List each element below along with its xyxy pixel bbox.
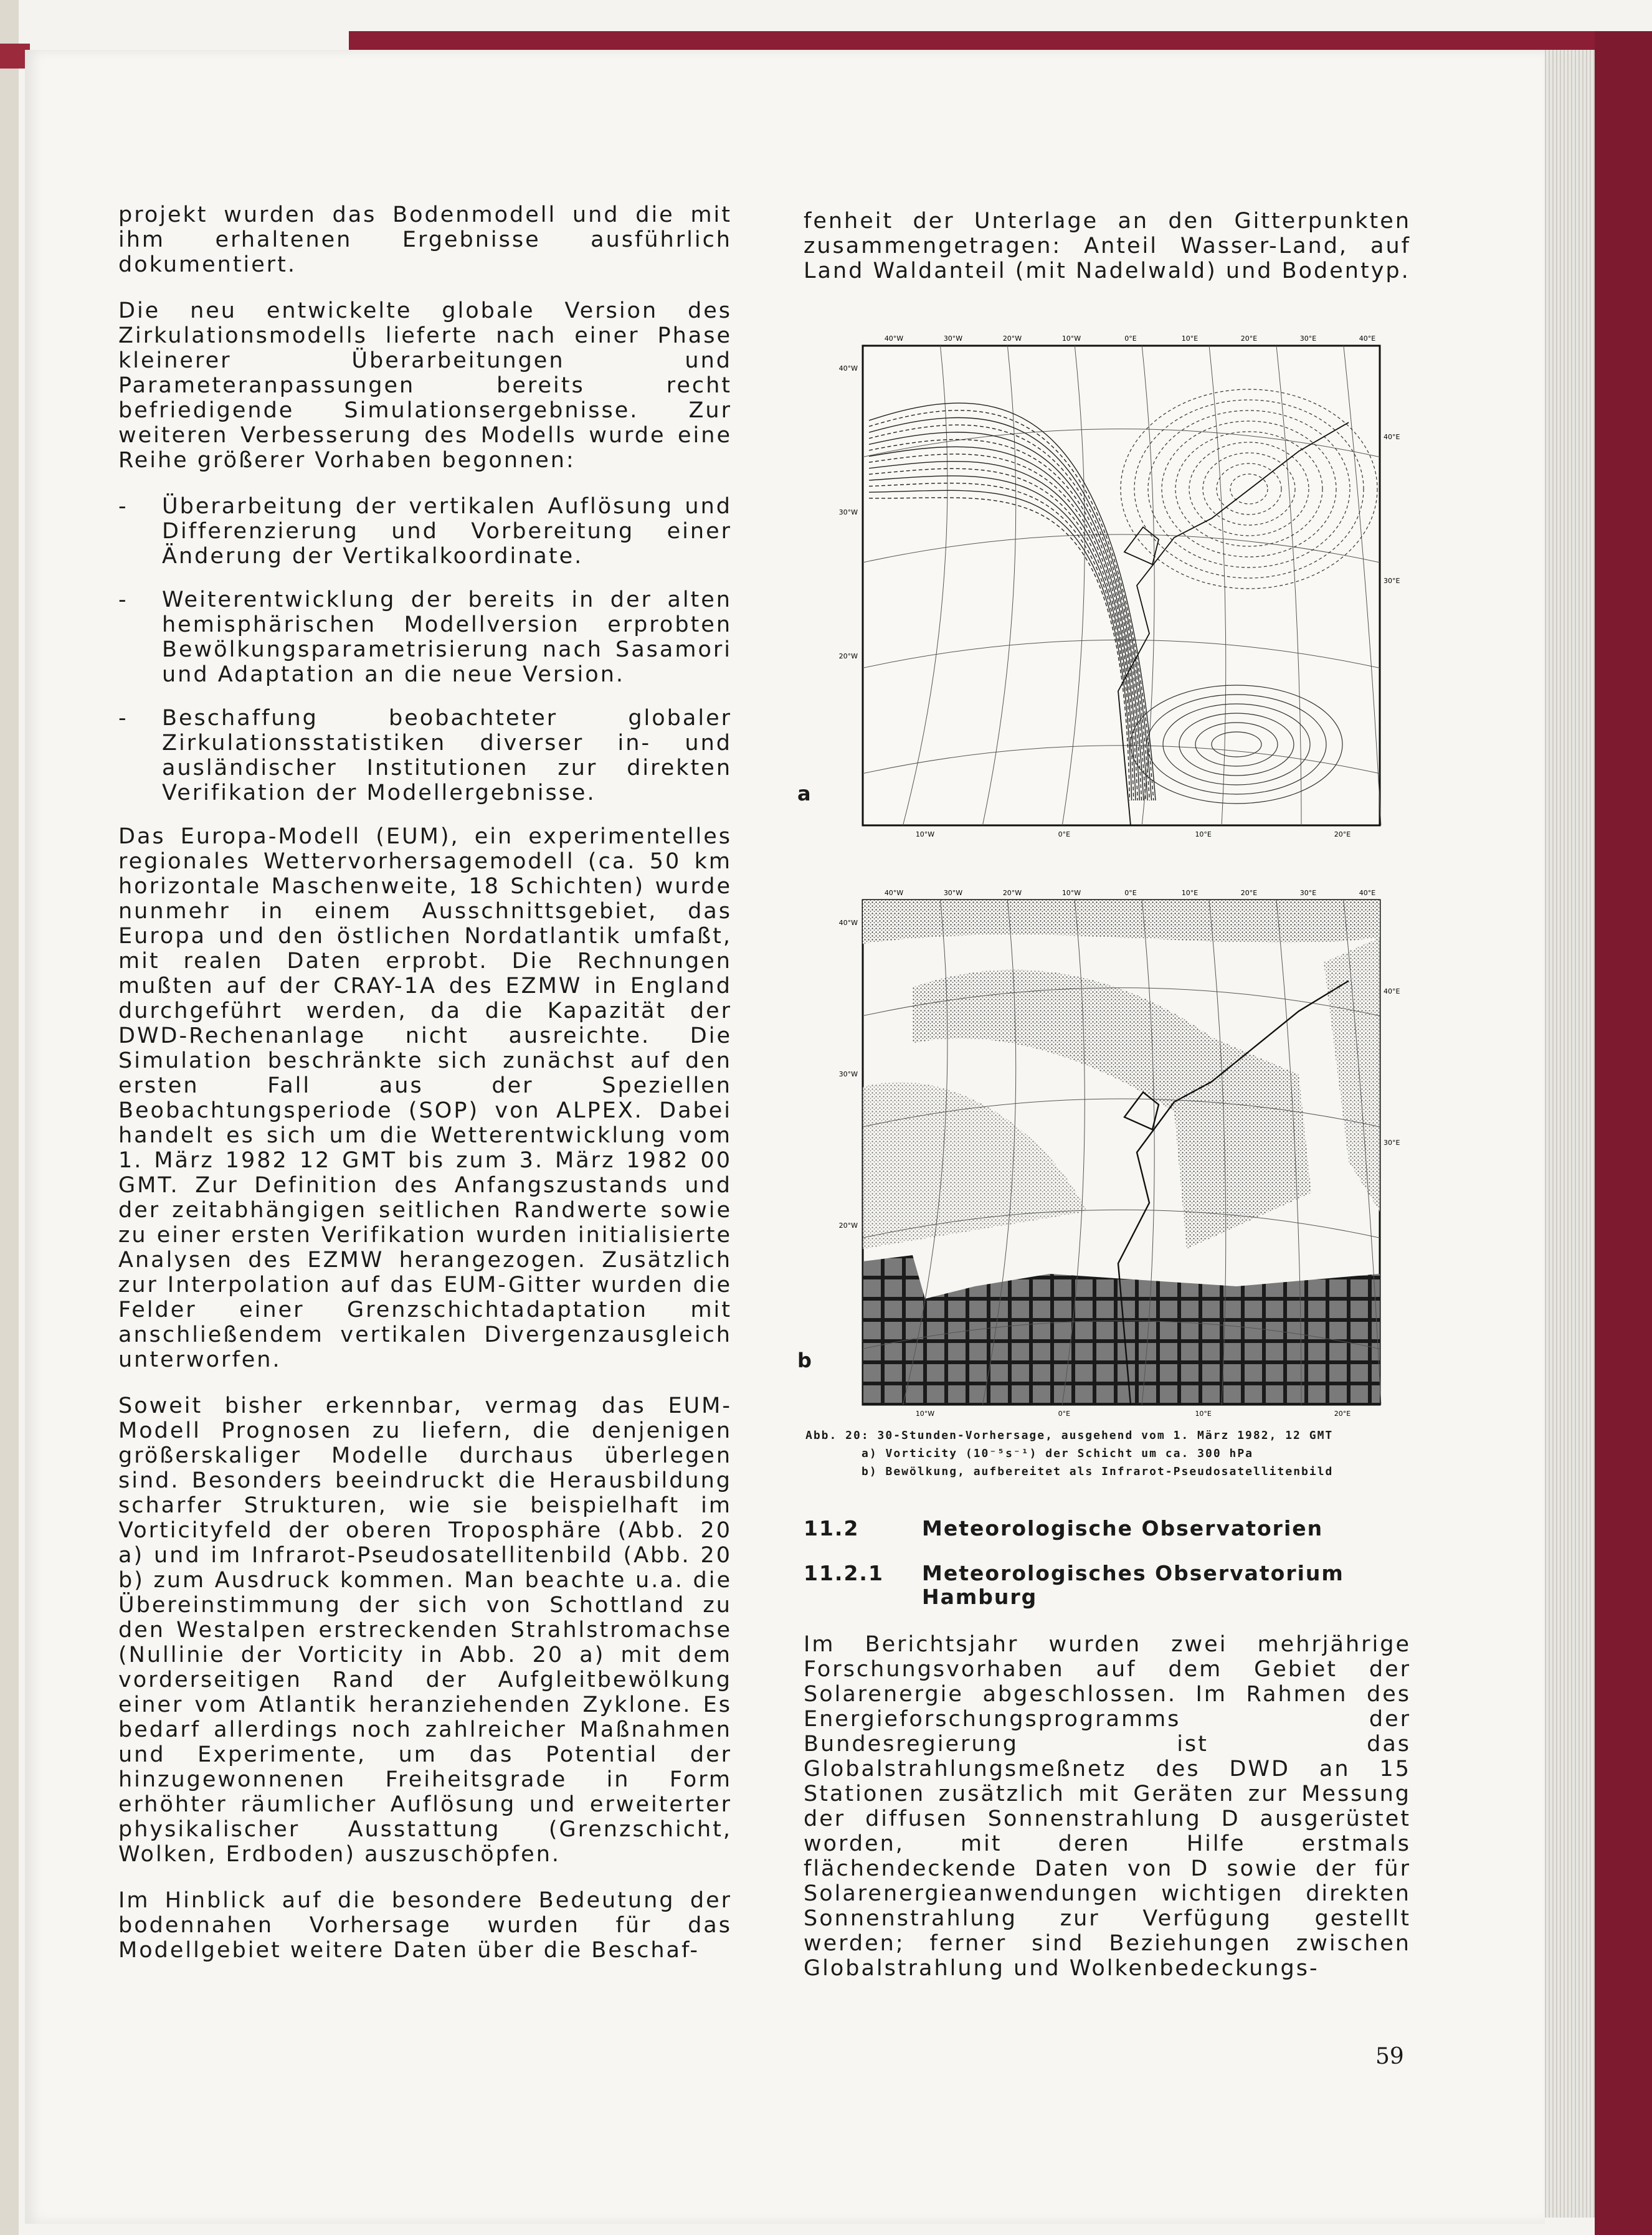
lon-label: 10°E — [1181, 335, 1199, 343]
section-title: Meteorologisches Observatorium Hamburg — [922, 1561, 1344, 1609]
caption-line: Abb. 20: 30-Stunden-Vorhersage, ausgehend vom 1. März 1982, 12 GMT — [805, 1429, 1334, 1442]
right-text-column-lower — [804, 1632, 1411, 2002]
bullet-list — [118, 494, 732, 805]
page-stack-edge — [1539, 50, 1595, 2218]
map-panel-b — [791, 875, 1414, 1423]
lat-label: 30°E — [1384, 577, 1400, 585]
vorticity-map — [819, 321, 1411, 844]
section-heading-11-2-1 — [804, 1562, 1402, 1611]
paragraph: Die neu entwickelte globale Version des Zirkulationsmodells lieferte nach einer Phase kleinerer Überarbeitungen und Parameteranpassungen bereits recht befriedigende Simulationsergebnisse. Zur weiteren Verbesserung des Modells wurde eine Reihe größerer Vorhaben begonnen: — [118, 298, 732, 473]
lon-label: 10°W — [915, 1410, 935, 1418]
paragraph: fenheit der Unterlage an den Gitterpunkten zusammengetragen: Anteil Wasser-Land, auf Land Waldanteil (mit Nadelwald) und Bodentyp. — [804, 209, 1411, 283]
adjacent-page-edge — [0, 0, 19, 2235]
lat-label: 40°E — [1384, 433, 1400, 441]
paragraph: projekt wurden das Bodenmodell und die mit ihm erhaltenen Ergebnisse ausführlich dokumentiert. — [118, 202, 732, 277]
lon-label: 0°E — [1058, 1410, 1071, 1418]
lon-label: 10°E — [1181, 889, 1199, 897]
lat-label: 40°W — [838, 919, 858, 927]
paragraph: Im Berichtsjahr wurden zwei mehrjährige Forschungsvorhaben auf dem Gebiet der Solarenergie abgeschlossen. Im Rahmen des Energieforschungsprogramms der Bundesregierung ist das Globalstrahlungsmeßnetz des DWD an 15 Stationen zusätzlich mit Geräten zur Messung der diffusen Sonnenstrahlung D ausgerüstet worden, mit deren Hilfe erstmals flächendeckende Daten von D sowie der für Solarenergieanwendungen wichtigen direkten Sonnenstrahlung zur Verfügung gestellt werden; ferner sind Beziehungen zwischen Globalstrahlung und Wolkenbedeckungs- — [804, 1632, 1411, 1981]
lon-label: 40°W — [884, 335, 904, 343]
lon-label: 30°W — [943, 335, 963, 343]
lon-label: 0°E — [1124, 335, 1137, 343]
lon-label: 30°W — [943, 889, 963, 897]
lon-label: 0°E — [1124, 889, 1137, 897]
lon-label: 20°E — [1334, 1410, 1351, 1418]
panel-label-a: a — [797, 782, 811, 805]
section-number: 11.2 — [804, 1516, 860, 1540]
lon-label: 30°E — [1299, 335, 1317, 343]
lon-label: 20°E — [1240, 889, 1258, 897]
paragraph: Im Hinblick auf die besondere Bedeutung der bodennahen Vorhersage wurden für das Modellgebiet weitere Daten über die Beschaf- — [118, 1888, 732, 1963]
lon-label: 20°W — [1002, 335, 1022, 343]
lon-label: 10°E — [1195, 830, 1212, 838]
caption-line: b) Bewölkung, aufbereitet als Infrarot-Pseudosatellitenbild — [862, 1465, 1334, 1478]
right-text-column — [804, 209, 1411, 305]
caption-line: a) Vorticity (10⁻⁵s⁻¹) der Schicht um ca. 300 hPa — [862, 1447, 1254, 1460]
book-cover-right — [1595, 31, 1652, 2235]
pseudo-satellite-map — [819, 875, 1411, 1423]
lat-label: 30°W — [838, 508, 858, 516]
lon-label: 0°E — [1058, 830, 1071, 838]
panel-label-b: b — [797, 1349, 812, 1372]
lon-label: 20°E — [1334, 830, 1351, 838]
lon-label: 20°E — [1240, 335, 1258, 343]
bullet-item: - Weiterentwicklung der bereits in der alten hemisphärischen Modellversion erprobten Bewölkungsparametrisierung nach Sasamori und Adaptation an die neue Version. — [118, 587, 732, 687]
paragraph: Das Europa-Modell (EUM), ein experimentelles regionales Wettervorhersagemodell (ca. 50 km horizontale Maschenweite, 18 Schichten) wurde nunmehr in einem Ausschnittsgebiet, das Europa und den östlichen Nordatlantik umfaßt, mit realen Daten erprobt. Die Rechnungen mußten auf der CRAY-1A des EZMW in England durchgeführt werden, da die Kapazität der DWD-Rechenanlage nicht ausreichte. Die Simulation beschränkte sich zunächst auf den ersten Fall aus der Speziellen Beobachtungsperiode (SOP) von ALPEX. Dabei handelt es sich um die Wetterentwicklung vom 1. März 1982 12 GMT bis zum 3. März 1982 00 GMT. Zur Definition des Anfangszustands und der zeitabhängigen seitlichen Randwerte sowie zu einer ersten Verifikation wurden initialisierte Analysen des EZMW herangezogen. Zusätzlich zur Interpolation auf das EUM-Gitter wurden die Felder einer Grenzschichtadaptation mit anschließendem vertikalen Divergenzausgleich unterworfen. — [118, 824, 732, 1372]
lat-label: 30°E — [1384, 1139, 1400, 1147]
bullet-item: - Überarbeitung der vertikalen Auflösung und Differenzierung und Vorbereitung einer Änderung der Vertikalkoordinate. — [118, 494, 732, 569]
section-title: Meteorologische Observatorien — [922, 1516, 1324, 1540]
lon-label: 10°W — [1061, 335, 1081, 343]
lon-label: 30°E — [1299, 889, 1317, 897]
lon-label: 20°W — [1002, 889, 1022, 897]
lon-label: 10°W — [1061, 889, 1081, 897]
paragraph: Soweit bisher erkennbar, vermag das EUM-Modell Prognosen zu liefern, die denjenigen größerskaliger Modelle durchaus überlegen sind. Besonders beeindruckt die Herausbildung scharfer Strukturen, wie sie beispielhaft im Vorticityfeld der oberen Troposphäre (Abb. 20 a) und im Infrarot-Pseudosatellitenbild (Abb. 20 b) zum Ausdruck kommen. Man beachte u.a. die Übereinstimmung der sich von Schottland zu den Westalpen erstreckenden Strahlstromachse (Nullinie der Vorticity in Abb. 20 a) mit dem vorderseitigen Rand der Aufgleitbewölkung einer vom Atlantik heranziehenden Zyklone. Es bedarf allerdings noch zahlreicher Maßnahmen und Experimente, um das Potential der hinzugewonnenen Freiheitsgrade in Form erhöhter räumlicher Auflösung und erweiterter physikalischer Ausstattung (Grenzschicht, Wolken, Erdboden) auszuschöpfen. — [118, 1393, 732, 1867]
lon-label: 40°E — [1359, 889, 1376, 897]
lat-label: 30°W — [838, 1070, 858, 1078]
lat-label: 20°W — [838, 1222, 858, 1230]
bullet-item: - Beschaffung beobachteter globaler Zirkulationsstatistiken diverser in- und ausländischer Institutionen zur direkten Verifikation der Modellergebnisse. — [118, 706, 732, 805]
section-number: 11.2.1 — [804, 1561, 884, 1585]
left-text-column — [118, 202, 732, 1984]
lon-label: 10°W — [915, 830, 935, 838]
lon-label: 40°E — [1359, 335, 1376, 343]
map-panel-a — [791, 321, 1414, 844]
lat-label: 20°W — [838, 652, 858, 660]
lat-label: 40°W — [838, 364, 858, 372]
figure-caption — [805, 1426, 1403, 1481]
lon-label: 10°E — [1195, 1410, 1212, 1418]
lat-label: 40°E — [1384, 987, 1400, 995]
lon-label: 40°W — [884, 889, 904, 897]
page-number: 59 — [1375, 2044, 1404, 2069]
